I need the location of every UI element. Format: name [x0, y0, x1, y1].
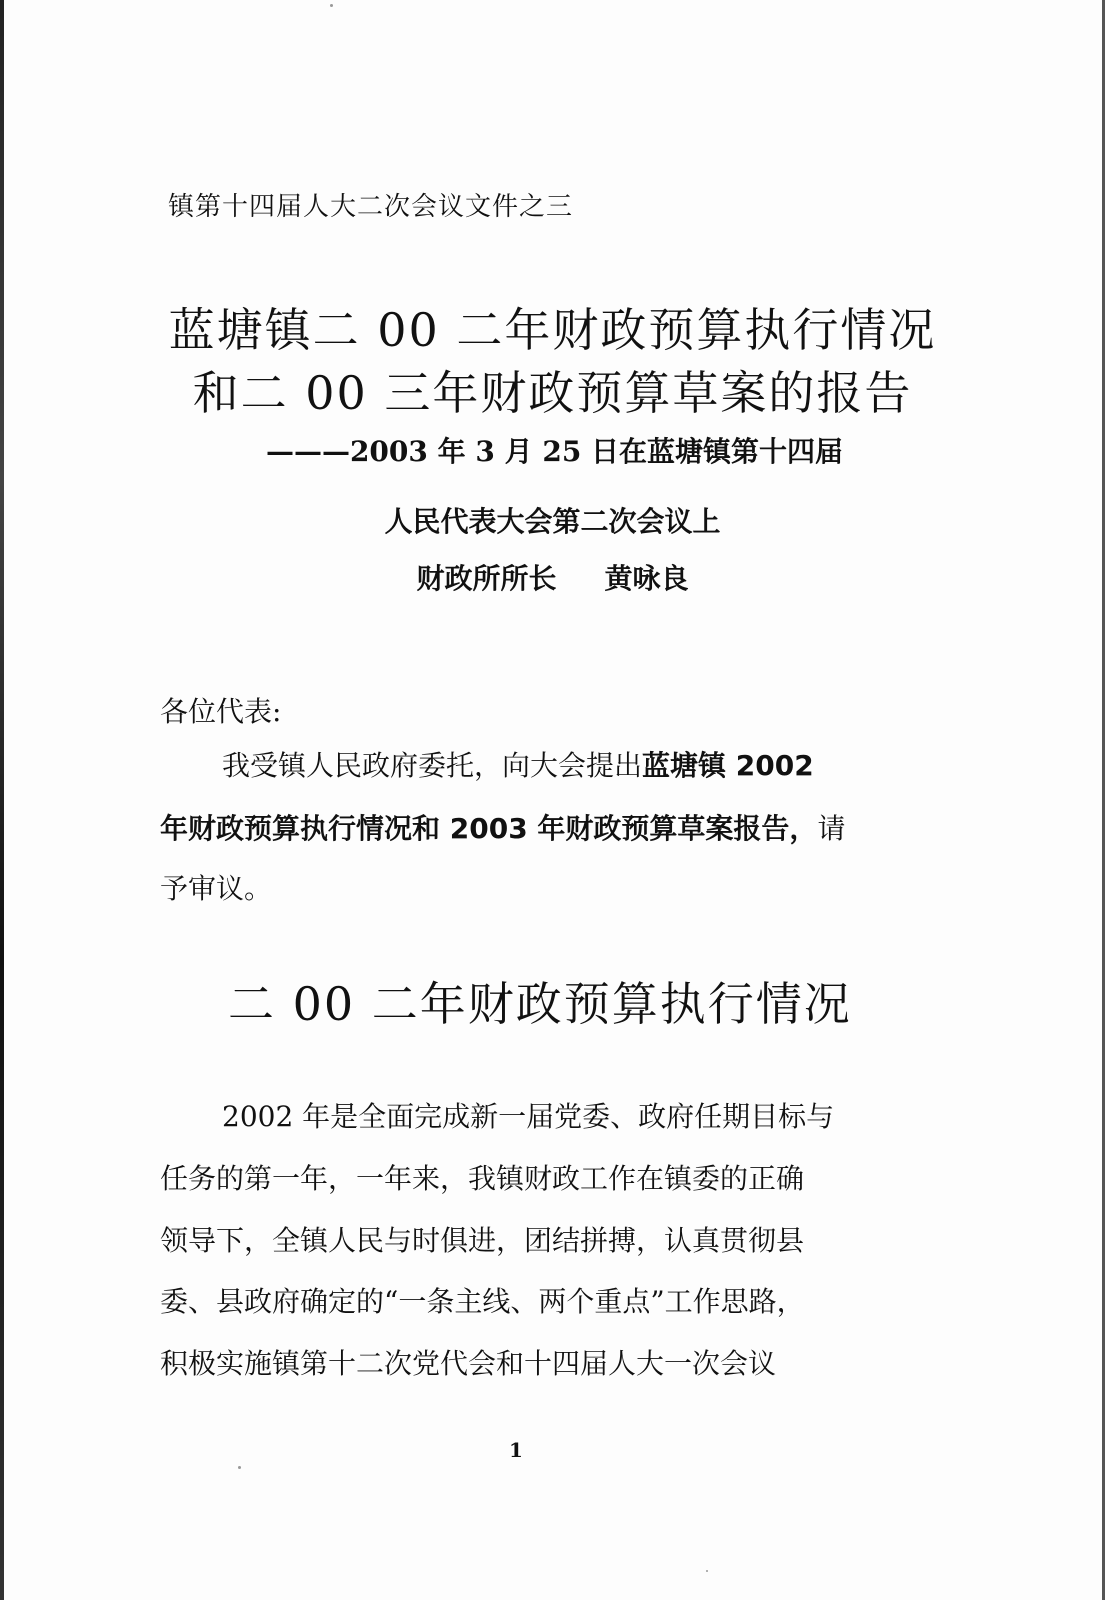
intro-line-3: 予审议。: [160, 872, 273, 905]
salutation: 各位代表:: [160, 695, 282, 728]
intro-line-2: [160, 812, 900, 845]
body-line: 积极实施镇第十二次党代会和十四届人大一次会议: [160, 1347, 777, 1380]
scan-speck: [330, 4, 333, 7]
intro-line-1-plain: 我受镇人民政府委托，向大会提出: [222, 749, 643, 782]
subtitle-date-line: ———2003 年 3 月 25 日在蓝塘镇第十四届: [265, 435, 844, 468]
scan-speck: [238, 1466, 241, 1469]
report-title-line-1: 蓝塘镇二 00 二年财政预算执行情况: [168, 303, 937, 357]
intro-line-2-plain: 请: [817, 812, 846, 845]
report-title-line-2: 和二 00 三年财政预算草案的报告: [192, 366, 913, 420]
body-line: 2002 年是全面完成新一届党委、政府任期目标与: [222, 1100, 835, 1133]
intro-line-1-bold: 蓝塘镇 2002: [642, 749, 814, 782]
scan-speck: [706, 1570, 708, 1572]
page-number: 1: [509, 1438, 523, 1462]
section-heading: 二 00 二年财政预算执行情况: [228, 977, 852, 1031]
body-line: 领导下，全镇人民与时俱进，团结拼搏，认真贯彻县: [160, 1224, 805, 1257]
scan-edge-left: [0, 0, 4, 1600]
intro-line-2-bold: 年财政预算执行情况和 2003 年财政预算草案报告，: [160, 812, 818, 845]
file-note: 镇第十四届人大二次会议文件之三: [168, 192, 574, 222]
reporter-name: 黄咏良: [604, 562, 689, 595]
intro-line-1: [222, 749, 962, 782]
reporter-line: [0, 562, 1105, 595]
body-line: 任务的第一年，一年来，我镇财政工作在镇委的正确: [160, 1162, 805, 1195]
subtitle-meeting-line: 人民代表大会第二次会议上: [384, 505, 721, 538]
reporter-title: 财政所所长: [416, 562, 557, 595]
body-line: 委、县政府确定的“一条主线、两个重点”工作思路，: [160, 1285, 805, 1318]
